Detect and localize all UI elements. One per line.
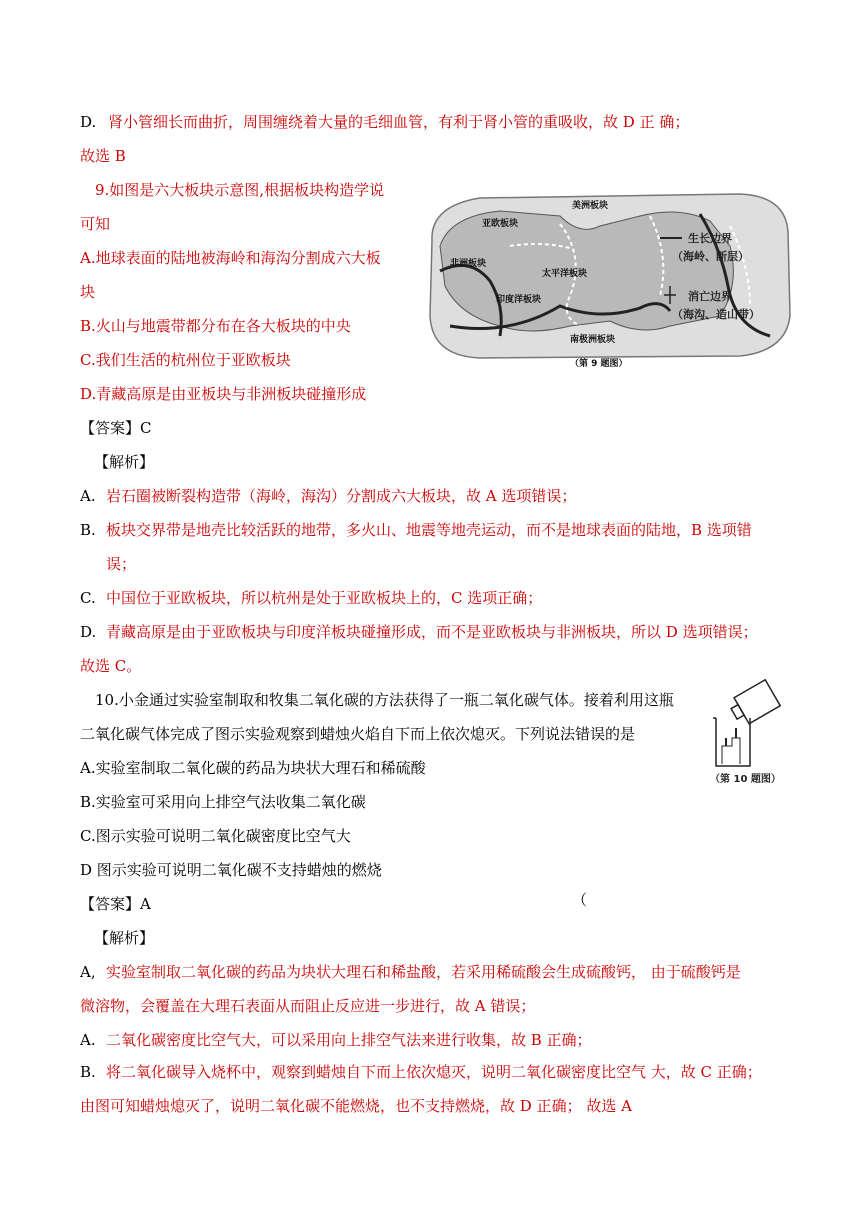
- exp-text: 板块交界带是地壳比较活跃的地带，多火山、地震等地壳运动，而不是地球表面的陆地，B 选项错: [106, 521, 752, 539]
- candle-experiment-figure: [704, 678, 804, 788]
- figure-caption: （第 10 题图）: [710, 774, 781, 785]
- q10-stem-cont: 二氧化碳气体完成了图示实验观察到蜡烛火焰自下而上依次熄灭。下列说法错误的是: [80, 725, 636, 743]
- q10-stem: 10.小金通过实验室制取和牧集二氧化碳的方法获得了一瓶二氧化碳气体。接着利用这瓶: [95, 691, 674, 709]
- q9-stem-cont: 可知: [80, 215, 111, 233]
- plate-label: 太平洋板块: [542, 269, 588, 279]
- legend-subduction-sub: （海沟、造山带）: [672, 308, 760, 321]
- plate-label: 美洲板块: [572, 201, 609, 211]
- q10-answer: [80, 894, 151, 914]
- exp-label: C.: [80, 589, 96, 607]
- option-label: D.: [80, 113, 97, 131]
- q10-analysis-label: 【解析】: [94, 929, 155, 947]
- plate-label: 南极洲板块: [570, 335, 616, 345]
- q9-exp-b: [80, 520, 752, 540]
- q10-exp-3: [80, 1062, 762, 1082]
- q9-option-c: C.我们生活的杭州位于亚欧板块: [80, 351, 291, 369]
- q10-exp-2: [80, 1030, 592, 1050]
- q9-option-a: A.地球表面的陆地被海岭和海沟分割成六大板: [80, 249, 381, 267]
- q10-exp-1: [80, 962, 741, 982]
- q10-option-a: A.实验室制取二氧化碳的药品为块状大理石和稀硫酸: [80, 759, 426, 777]
- figure-caption: （第 9 题图）: [570, 359, 628, 369]
- q9-exp-b-cont: 误；: [106, 555, 137, 573]
- legend-growth: 生长边界: [688, 232, 732, 245]
- exp-label: A,: [80, 963, 96, 981]
- q10-exp-1-cont: 微溶物，会覆盖在大理石表面从而阻止反应进一步进行，故 A 错误；: [80, 997, 536, 1015]
- plate-label: 亚欧板块: [482, 219, 519, 229]
- q9-exp-d: [80, 622, 758, 642]
- q9-select: 故选 C。: [80, 657, 142, 675]
- exp-label: A.: [80, 487, 96, 505]
- stray-mark: （: [572, 891, 588, 909]
- plate-label: 非洲板块: [450, 259, 487, 269]
- q10-option-b: B.实验室可采用向上排空气法收集二氧化碳: [80, 793, 366, 811]
- exp-text: 二氧化碳密度比空气大，可以采用向上排空气法来进行收集，故 B 正确；: [106, 1031, 592, 1049]
- answer-label: 【答案】: [80, 419, 141, 437]
- q9-option-d: D.青藏高原是由亚板块与非洲板块碰撞形成: [80, 385, 367, 403]
- q10-option-c: C.图示实验可说明二氧化碳密度比空气大: [80, 827, 351, 845]
- answer-value: C: [140, 419, 152, 437]
- exp-text: 实验室制取二氧化碳的药品为块状大理石和稀盐酸，若采用稀硫酸会生成硫酸钙， 由于硫酸钙是: [106, 963, 741, 981]
- exp-label: B.: [80, 521, 96, 539]
- exp-label: A.: [80, 1031, 96, 1049]
- q9-option-a-cont: 块: [80, 283, 96, 301]
- prev-option-d: [80, 112, 689, 132]
- exp-label: D.: [80, 623, 97, 641]
- answer-value: A: [140, 895, 151, 913]
- legend-subduction: 消亡边界: [688, 290, 732, 303]
- option-text: 肾小管细长而曲折，周围缠绕着大量的毛细血管，有利于肾小管的重吸收，故 D 正 确；: [108, 113, 690, 131]
- q9-option-b: B.火山与地震带都分布在各大板块的中央: [80, 317, 351, 335]
- q9-exp-c: [80, 588, 542, 608]
- q9-stem: 9.如图是六大板块示意图,根据板块构造学说: [95, 181, 385, 199]
- legend-growth-sub: （海岭、断层）: [672, 250, 749, 263]
- exp-label: B.: [80, 1063, 96, 1081]
- q10-exp-4: 由图可知蜡烛熄灭了，说明二氧化碳不能燃烧，也不支持燃烧，故 D 正确； 故选 A: [80, 1097, 632, 1115]
- q9-answer: [80, 418, 152, 438]
- q9-exp-a: [80, 486, 576, 506]
- q10-option-d: D 图示实验可说明二氧化碳不支持蜡烛的燃烧: [80, 861, 382, 879]
- plates-map-figure: [410, 186, 810, 372]
- exp-text: 岩石圈被断裂构造带（海岭，海沟）分割成六大板块，故 A 选项错误；: [106, 487, 577, 505]
- plate-label: 印度洋板块: [496, 295, 542, 305]
- exp-text: 青藏高原是由于亚欧板块与印度洋板块碰撞形成，而不是亚欧板块与非洲板块，所以 D 选项错误；: [106, 623, 758, 641]
- answer-label: 【答案】: [80, 895, 141, 913]
- prev-select: 故选 B: [80, 147, 126, 165]
- exp-text: 将二氧化碳导入烧杯中，观察到蜡烛自下而上依次熄灭，说明二氧化碳密度比空气 大，故 C 正确；: [106, 1063, 762, 1081]
- exp-text: 中国位于亚欧板块，所以杭州是处于亚欧板块上的，C 选项正确；: [106, 589, 543, 607]
- q9-analysis-label: 【解析】: [94, 453, 155, 471]
